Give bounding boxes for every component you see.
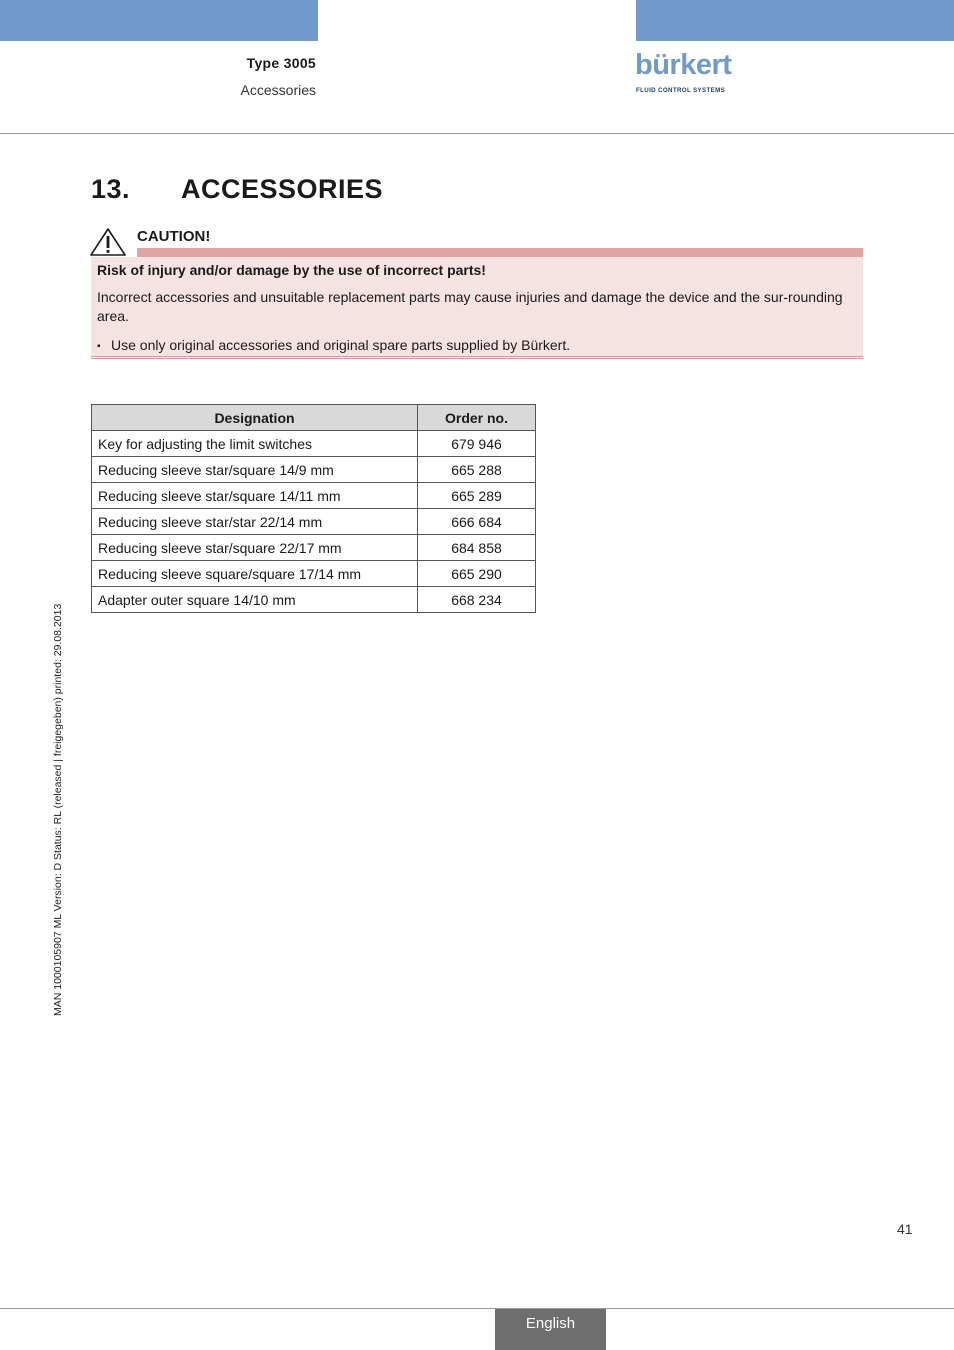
column-header-designation: Designation [92,405,418,431]
burkert-logo [635,49,735,97]
logo-tagline: FLUID CONTROL SYSTEMS [636,87,726,94]
order-number-cell: 668 234 [418,587,536,613]
document-type: Type 3005 [246,55,316,71]
accessories-table [91,404,536,613]
header-rule [0,133,954,134]
designation-cell: Reducing sleeve star/square 22/17 mm [92,535,418,561]
caution-bar [137,248,863,257]
footer-rule [0,1308,954,1309]
caution-rule [91,356,863,357]
bullet-icon: ▪ [97,341,101,352]
header-band-left [0,0,318,41]
caution-box [91,257,863,356]
order-number-cell: 665 290 [418,561,536,587]
table-row [92,535,536,561]
caution-rule [91,358,863,359]
caution-bullet [97,336,570,356]
logo-wordmark: bürkert [635,49,732,81]
designation-cell: Reducing sleeve star/square 14/9 mm [92,457,418,483]
section-number: 13. [91,174,131,204]
document-release-note: MAN 1000105907 ML Version: D Status: RL (released | freigegeben) printed: 29.08.2013 [52,603,64,1016]
table-row [92,561,536,587]
caution-bullet-text: Use only original accessories and original spare parts supplied by Bürkert. [111,337,571,353]
header-band-right [636,0,954,41]
designation-cell: Reducing sleeve star/square 14/11 mm [92,483,418,509]
order-number-cell: 679 946 [418,431,536,457]
table-row [92,431,536,457]
caution-title: Risk of injury and/or damage by the use of incorrect parts! [97,262,486,278]
table-row [92,457,536,483]
language-tab: English [495,1309,606,1350]
table-header-row [92,405,536,431]
document-section: Accessories [240,82,316,98]
designation-cell: Reducing sleeve square/square 17/14 mm [92,561,418,587]
caution-label: CAUTION! [137,228,211,245]
order-number-cell: 666 684 [418,509,536,535]
section-heading [91,174,383,205]
warning-triangle-icon [89,227,127,257]
column-header-order-no: Order no. [418,405,536,431]
table-row [92,587,536,613]
caution-text: Incorrect accessories and unsuitable replacement parts may cause injuries and damage the device and the sur-rounding area. [97,289,843,324]
table-row [92,483,536,509]
section-title: ACCESSORIES [181,174,384,204]
designation-cell: Adapter outer square 14/10 mm [92,587,418,613]
order-number-cell: 665 289 [418,483,536,509]
order-number-cell: 684 858 [418,535,536,561]
order-number-cell: 665 288 [418,457,536,483]
designation-cell: Key for adjusting the limit switches [92,431,418,457]
table-row [92,509,536,535]
designation-cell: Reducing sleeve star/star 22/14 mm [92,509,418,535]
page-number: 41 [897,1221,913,1237]
